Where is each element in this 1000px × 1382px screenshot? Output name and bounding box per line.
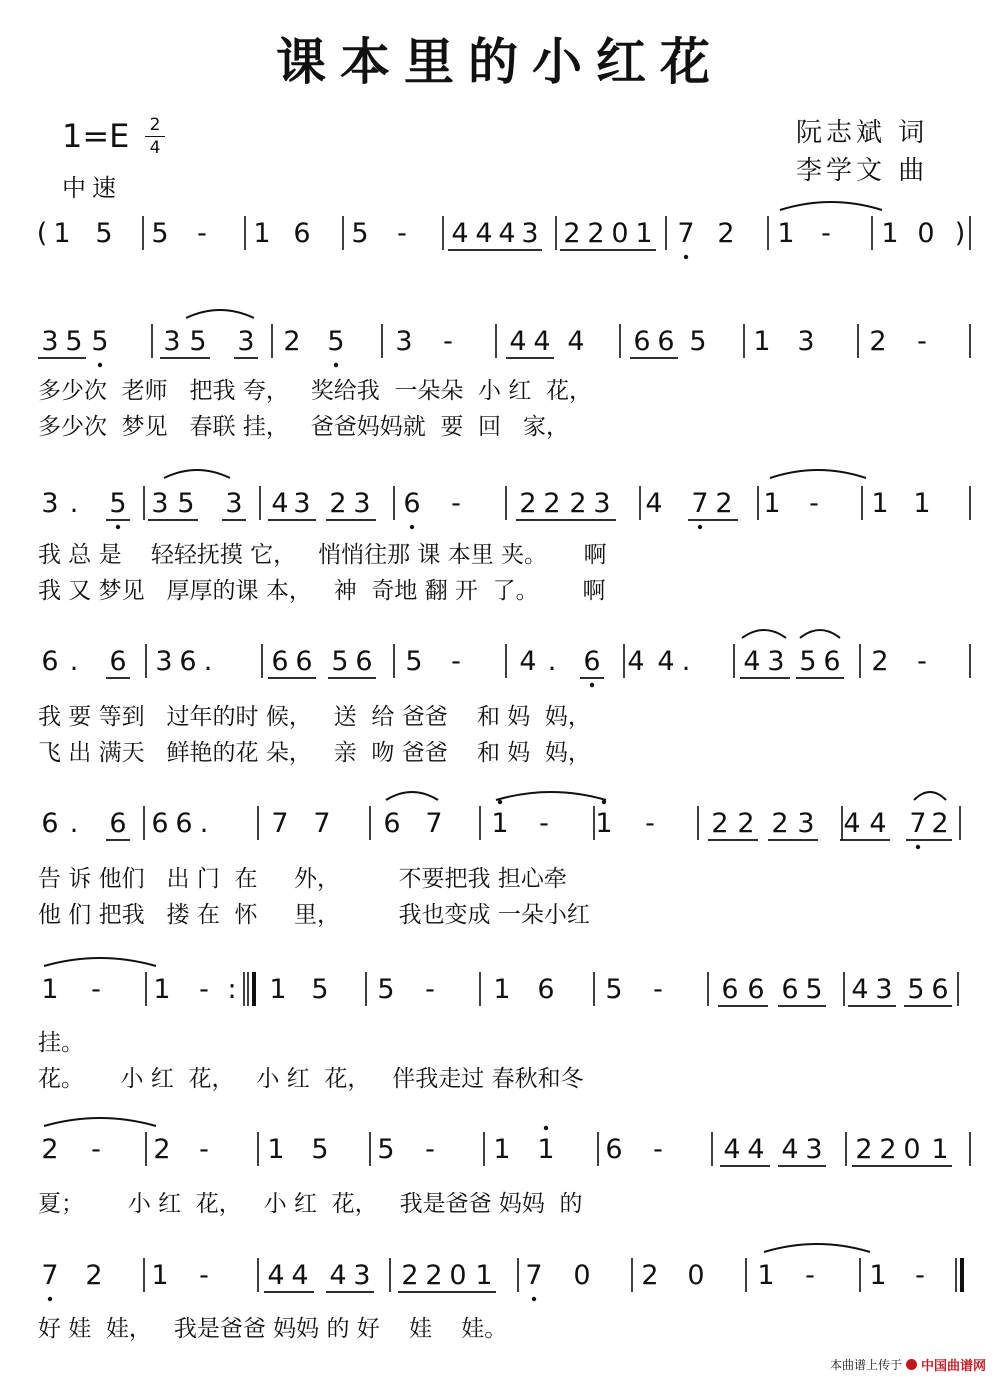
note-glyph: ) [954, 218, 966, 249]
upload-note: 本曲谱上传于 [829, 1358, 902, 1372]
composer-credit: 李学文 曲 [796, 156, 929, 186]
note-glyph: - [397, 218, 407, 249]
note-glyph: 6 [41, 808, 59, 839]
octave-dot [916, 845, 920, 849]
note-glyph: 6 [633, 326, 651, 357]
note-glyph: 3 [805, 1134, 823, 1165]
site-logo-icon [906, 1359, 917, 1370]
note-glyph: 2 [737, 808, 755, 839]
note-glyph: - [917, 646, 927, 677]
note-glyph: 7 [313, 808, 331, 839]
note-glyph: 2 [329, 488, 347, 519]
note-glyph: 1 [53, 218, 71, 249]
note-glyph: 7 [691, 488, 709, 519]
tie-slur [44, 1118, 156, 1126]
note-glyph: 5 [327, 326, 345, 357]
tie-slur [164, 470, 230, 478]
note-glyph: 4 [267, 1260, 285, 1291]
note-glyph: 3 [41, 326, 59, 357]
note-glyph: . [681, 646, 691, 677]
note-glyph: 5 [151, 218, 169, 249]
note-glyph: 4 [475, 218, 493, 249]
note-glyph: - [809, 488, 819, 519]
note-glyph: 1 [475, 1260, 493, 1291]
note-glyph: - [645, 808, 655, 839]
note-glyph: - [451, 488, 461, 519]
lyricist-credit: 阮志斌 词 [796, 118, 929, 148]
note-glyph: 2 [771, 808, 789, 839]
note-glyph: 0 [917, 218, 935, 249]
note-glyph: 2 [153, 1134, 171, 1165]
note-glyph: 6 [781, 974, 799, 1005]
note-glyph: 6 [109, 646, 127, 677]
site-logo-text: 中国曲谱网 [920, 1359, 986, 1374]
note-glyph: 6 [721, 974, 739, 1005]
note-glyph: 2 [879, 1134, 897, 1165]
note-glyph: 1 [595, 808, 613, 839]
note-glyph: 4 [519, 646, 537, 677]
note-glyph: 1 [635, 218, 653, 249]
octave-dot [334, 363, 338, 367]
note-glyph: 3 [797, 808, 815, 839]
note-glyph: 0 [573, 1260, 591, 1291]
note-glyph: 1 [153, 974, 171, 1005]
site-credit [830, 1355, 986, 1374]
tie-slur [770, 470, 866, 478]
note-glyph: . [69, 488, 79, 519]
note-glyph: 4 [533, 326, 551, 357]
note-glyph: 5 [189, 326, 207, 357]
note-glyph: 0 [611, 218, 629, 249]
note-glyph: . [547, 646, 557, 677]
note-glyph: 1 [777, 218, 795, 249]
note-glyph: 2 [563, 218, 581, 249]
note-glyph: 5 [91, 326, 109, 357]
note-glyph: 5 [689, 326, 707, 357]
octave-dot [116, 525, 120, 529]
note-glyph: 4 [271, 488, 289, 519]
note-glyph: 6 [179, 646, 197, 677]
octave-dot [48, 1297, 52, 1301]
note-glyph: 6 [583, 646, 601, 677]
lyric-line: 多少次 梦见 春联 挂， 爸爸妈妈就 要 回 家， [38, 414, 569, 440]
tie-slur [764, 1244, 870, 1252]
note-glyph: 5 [799, 646, 817, 677]
octave-dot [98, 363, 102, 367]
octave-dot [410, 525, 414, 529]
note-glyph: - [425, 1134, 435, 1165]
note-glyph: 3 [163, 326, 181, 357]
note-glyph: 3 [237, 326, 255, 357]
note-glyph: . [203, 646, 213, 677]
note-glyph: 2 [641, 1260, 659, 1291]
note-glyph: - [915, 1260, 925, 1291]
lyric-line: 多少次 老师 把我 夸， 奖给我 一朵朵 小 红 花， [38, 378, 592, 404]
note-glyph: 2 [425, 1260, 443, 1291]
note-glyph: 4 [781, 1134, 799, 1165]
note-glyph: 5 [605, 974, 623, 1005]
note-glyph: 6 [175, 808, 193, 839]
time-signature-top: 2 [149, 115, 161, 135]
note-glyph: 6 [537, 974, 555, 1005]
note-glyph: 1 [757, 1260, 775, 1291]
tie-slur [386, 792, 438, 800]
note-glyph: 2 [711, 808, 729, 839]
note-glyph: 2 [855, 1134, 873, 1165]
note-glyph: 4 [645, 488, 663, 519]
note-glyph: 1 [269, 974, 287, 1005]
note-glyph: 3 [395, 326, 413, 357]
note-glyph: 3 [875, 974, 893, 1005]
note-glyph: 1 [151, 1260, 169, 1291]
note-glyph: 1 [537, 1134, 555, 1165]
note-glyph: 6 [747, 974, 765, 1005]
note-glyph: 2 [41, 1134, 59, 1165]
note-glyph: 4 [747, 1134, 765, 1165]
note-glyph: - [821, 218, 831, 249]
octave-dot [590, 683, 594, 687]
note-glyph: 5 [95, 218, 113, 249]
note-glyph: 2 [587, 218, 605, 249]
note-glyph: - [197, 218, 207, 249]
octave-dot [544, 1126, 548, 1130]
note-glyph: 1 [491, 808, 509, 839]
note-glyph: 6 [151, 808, 169, 839]
note-glyph: 2 [869, 326, 887, 357]
note-glyph: 3 [293, 488, 311, 519]
note-glyph: 1 [267, 1134, 285, 1165]
note-glyph: 2 [401, 1260, 419, 1291]
note-glyph: 6 [931, 974, 949, 1005]
note-glyph: 2 [717, 218, 735, 249]
tie-slur [800, 630, 840, 638]
note-glyph: 3 [155, 646, 173, 677]
note-glyph: 7 [271, 808, 289, 839]
note-glyph: - [199, 1134, 209, 1165]
note-glyph: : [227, 974, 237, 1005]
note-glyph: - [443, 326, 453, 357]
note-glyph: 6 [823, 646, 841, 677]
note-glyph: ( [36, 218, 48, 249]
note-glyph: 4 [743, 646, 761, 677]
note-glyph: - [91, 1134, 101, 1165]
note-glyph: 7 [525, 1260, 543, 1291]
note-glyph: 0 [903, 1134, 921, 1165]
note-glyph: - [91, 974, 101, 1005]
note-glyph: 5 [907, 974, 925, 1005]
lyric-line: 他 们 把我 搂 在 怀 里， 我也变成 一朵小红 [38, 902, 590, 928]
note-glyph: 5 [109, 488, 127, 519]
note-glyph: 6 [295, 646, 313, 677]
note-glyph: 0 [449, 1260, 467, 1291]
note-glyph: 5 [331, 646, 349, 677]
lyric-line: 夏； 小 红 花， 小 红 花， 我是爸爸 妈妈 的 [38, 1191, 583, 1217]
note-glyph: 4 [851, 974, 869, 1005]
note-glyph: 3 [151, 488, 169, 519]
note-glyph: 5 [351, 218, 369, 249]
octave-dot [498, 800, 502, 804]
note-glyph: 6 [383, 808, 401, 839]
note-glyph: 3 [353, 488, 371, 519]
key-signature: 1=E [62, 117, 130, 155]
tie-slur [914, 792, 946, 800]
note-glyph: - [653, 1134, 663, 1165]
note-glyph: 5 [177, 488, 195, 519]
note-glyph: 1 [913, 488, 931, 519]
page-title: 课本里的小红花 [276, 32, 724, 91]
note-glyph: 3 [353, 1260, 371, 1291]
note-glyph: 3 [225, 488, 243, 519]
note-glyph: 2 [871, 646, 889, 677]
note-glyph: . [69, 646, 79, 677]
note-glyph: 4 [291, 1260, 309, 1291]
note-glyph: - [199, 974, 209, 1005]
note-glyph: 3 [41, 488, 59, 519]
note-glyph: 3 [767, 646, 785, 677]
note-glyph: 5 [405, 646, 423, 677]
note-glyph: 4 [627, 646, 645, 677]
note-glyph: 4 [329, 1260, 347, 1291]
note-glyph: 7 [41, 1260, 59, 1291]
note-glyph: 1 [931, 1134, 949, 1165]
note-glyph: 2 [569, 488, 587, 519]
note-glyph: 4 [869, 808, 887, 839]
lyric-line: 我 要 等到 过年的时 候， 送 给 爸爸 和 妈 妈， [38, 704, 591, 730]
note-glyph: 6 [355, 646, 373, 677]
note-glyph: 5 [65, 326, 83, 357]
lyric-line: 告 诉 他们 出 门 在 外， 不要把我 担心牵 [38, 866, 567, 892]
note-glyph: 4 [843, 808, 861, 839]
note-glyph: 1 [753, 326, 771, 357]
octave-dot [532, 1297, 536, 1301]
note-glyph: 3 [797, 326, 815, 357]
note-glyph: 3 [593, 488, 611, 519]
note-glyph: 5 [805, 974, 823, 1005]
note-glyph: 4 [723, 1134, 741, 1165]
note-glyph: 2 [715, 488, 733, 519]
note-glyph: 4 [498, 218, 516, 249]
tie-slur [186, 310, 254, 318]
note-glyph: 4 [509, 326, 527, 357]
note-glyph: 4 [657, 646, 675, 677]
note-glyph: . [199, 808, 209, 839]
note-glyph: 1 [493, 1134, 511, 1165]
note-glyph: 7 [909, 808, 927, 839]
note-glyph: 7 [425, 808, 443, 839]
tempo-marking: 中速 [62, 174, 122, 202]
tie-slur [780, 202, 882, 210]
note-glyph: 1 [763, 488, 781, 519]
time-signature-bottom: 4 [149, 138, 161, 158]
tie-slur [496, 792, 606, 800]
tie-slur [44, 958, 156, 966]
note-glyph: 5 [311, 1134, 329, 1165]
note-glyph: 1 [41, 974, 59, 1005]
note-glyph: 7 [677, 218, 695, 249]
note-glyph: 6 [605, 1134, 623, 1165]
lyric-line: 好 娃 娃， 我是爸爸 妈妈 的 好 娃 娃。 [38, 1316, 508, 1342]
note-glyph: . [69, 808, 79, 839]
lyric-line: 飞 出 满天 鲜艳的花 朵， 亲 吻 爸爸 和 妈 妈， [38, 740, 591, 766]
note-glyph: - [451, 646, 461, 677]
note-glyph: 3 [521, 218, 539, 249]
note-glyph: 6 [41, 646, 59, 677]
note-glyph: 6 [271, 646, 289, 677]
octave-dot [684, 255, 688, 259]
octave-dot [698, 525, 702, 529]
lyric-line: 花。 小 红 花， 小 红 花， 伴我走过 春秋和冬 [38, 1066, 584, 1092]
note-glyph: 2 [543, 488, 561, 519]
note-glyph: 5 [311, 974, 329, 1005]
tie-slur [742, 630, 786, 638]
note-glyph: 1 [253, 218, 271, 249]
lyric-line: 我 又 梦见 厚厚的课 本， 神 奇地 翻 开 了。 啊 [38, 578, 606, 604]
note-glyph: - [425, 974, 435, 1005]
note-glyph: - [805, 1260, 815, 1291]
lyric-line: 我 总 是 轻轻抚摸 它， 悄悄往那 课 本里 夹。 啊 [38, 542, 607, 568]
note-glyph: 6 [293, 218, 311, 249]
lyric-line: 挂。 [38, 1030, 84, 1056]
note-glyph: 6 [657, 326, 675, 357]
note-glyph: 2 [931, 808, 949, 839]
note-glyph: 1 [493, 974, 511, 1005]
note-glyph: 2 [85, 1260, 103, 1291]
note-glyph: 6 [403, 488, 421, 519]
note-glyph: - [539, 808, 549, 839]
note-glyph: 6 [109, 808, 127, 839]
note-glyph: 0 [687, 1260, 705, 1291]
note-glyph: - [199, 1260, 209, 1291]
note-glyph: 5 [377, 974, 395, 1005]
note-glyph: 4 [567, 326, 585, 357]
note-glyph: 1 [869, 1260, 887, 1291]
note-glyph: - [917, 326, 927, 357]
note-glyph: - [653, 974, 663, 1005]
note-glyph: 2 [519, 488, 537, 519]
note-glyph: 4 [451, 218, 469, 249]
note-glyph: 5 [377, 1134, 395, 1165]
note-glyph: 1 [881, 218, 899, 249]
note-glyph: 2 [283, 326, 301, 357]
note-glyph: 1 [871, 488, 889, 519]
